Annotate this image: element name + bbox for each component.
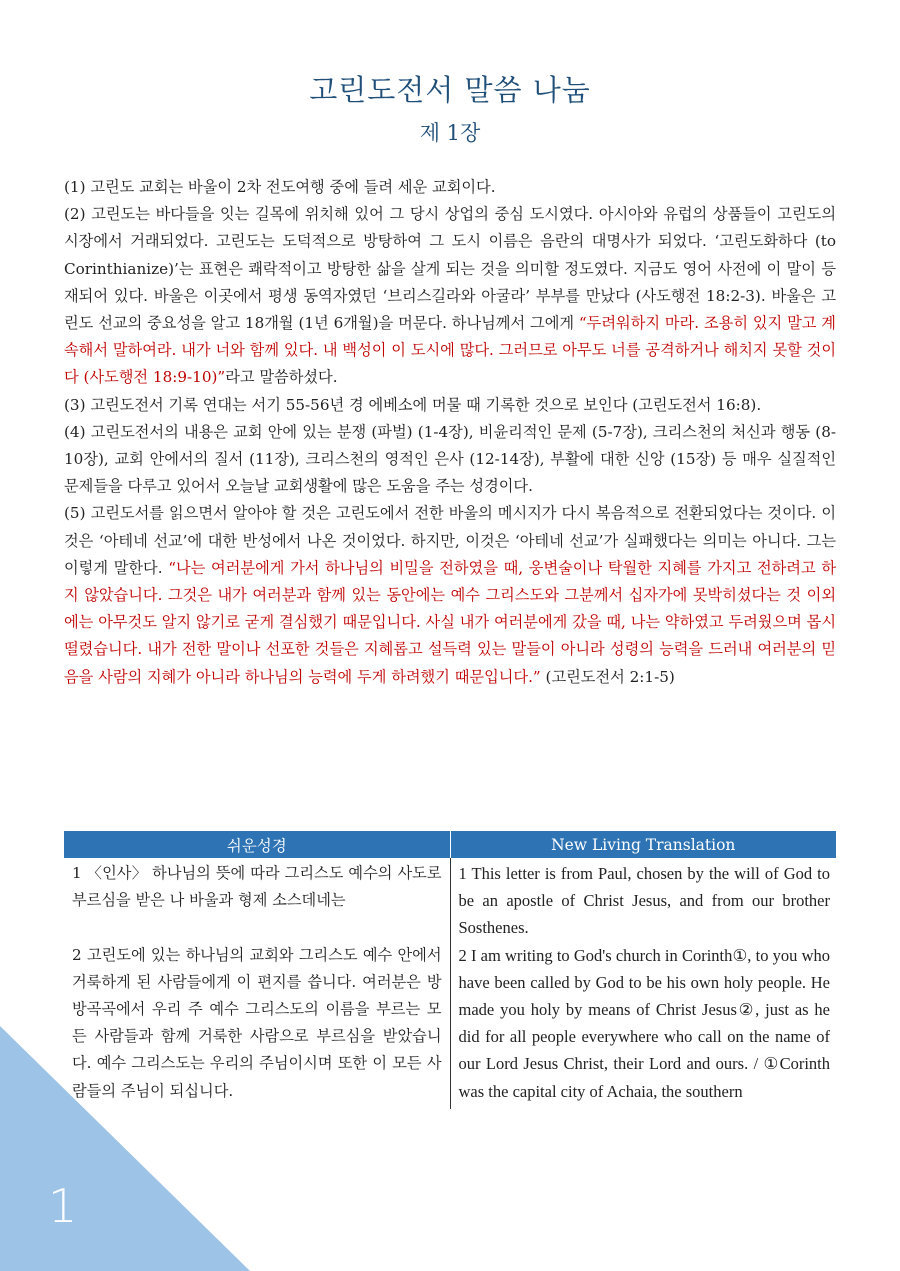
intro-paragraph-1: (1) 고린도 교회는 바울이 2차 전도여행 중에 들려 세운 교회이다.	[64, 178, 496, 196]
verse-comparison-table	[64, 831, 836, 1109]
intro-paragraph-5-end: (고린도전서 2:1-5)	[540, 667, 675, 686]
verse-korean: 1 〈인사〉 하나님의 뜻에 따라 그리스도 예수의 사도로 부르심을 받은 나 바울과 형제 소스데네는	[64, 858, 450, 942]
intro-paragraph-2-end: 라고 말씀하셨다.	[225, 368, 338, 387]
intro-paragraph-2	[64, 201, 836, 391]
intro-paragraph-5	[64, 500, 836, 690]
verse-english: 2 I am writing to God's church in Corinth①, to you who have been called by God to be his own holy people. He made you holy by means of Christ Jesus②, just as he did for all people everywhere who call on the name of our Lord Jesus Christ, their Lord and ours. / ①Corinth was the capital city of Achaia, the southern	[458, 945, 830, 1101]
corinthians-quote: “나는 여러분에게 가서 하나님의 비밀을 전하였을 때, 웅변술이나 탁월한 지혜를 가지고 전하려고 하지 않았습니다. 그것은 내가 여러분과 함께 있는 동안에는 예수 그리스도와 그분께서 십자가에 못박히셨다는 것 이외에는 아무것도 알지 않기로 굳게 결심했기 때문입니다. 사실 내가 여러분에게 갔을 때, 나는 약하였고 두려웠으며 몹시 떨렸습니다. 내가 전한 말이나 선포한 것들은 지혜롭고 설득력 있는 말들이 아니라 성령의 능력을 드러내 여러분의 믿음을 사람의 지혜가 아니라 하나님의 능력에 두게 하려했기 때문입니다.”	[64, 558, 836, 686]
page-number: 1	[48, 1179, 78, 1233]
verse-english: 1 This letter is from Paul, chosen by the will of God to be an apostle of Christ Jesus, and from our brother Sosthenes.	[458, 864, 830, 938]
intro-paragraph-3: (3) 고린도전서 기록 연대는 서기 55-56년 경 에베소에 머물 때 기록한 것으로 보인다 (고린도전서 16:8).	[64, 395, 762, 414]
table-row	[64, 942, 836, 1109]
column-header-korean: 쉬운성경	[64, 831, 450, 858]
verse-korean: 2 고린도에 있는 하나님의 교회와 그리스도 예수 안에서 거룩하게 된 사람들에게 이 편지를 씁니다. 여러분은 방방곡곡에서 우리 주 예수 그리스도의 이름을 부르는 모든 사람들과 함께 거룩한 사람으로 부르심을 받았습니다. 예수 그리스도는 우리의 주님이시며 또한 이 모든 사람들의 주님이 되십니다.	[64, 942, 450, 1109]
chapter-subtitle: 제 1장	[419, 121, 481, 145]
intro-paragraph-2-text: (2) 고린도는 바다들을 잇는 길목에 위치해 있어 그 당시 상업의 중심 도시였다. 아시아와 유럽의 상품들이 고린도의 시장에서 거래되었다. 고린도는 도덕적으로 방탕하여 그 도시 이름은 음란의 대명사가 되었다. ‘고린도화하다 (to Corinthianize)’는 표현은 쾌락적이고 방탕한 삶을 살게 되는 것을 의미할 정도였다. 지금도 영어 사전에 이 말이 등재되어 있다. 바울은 이곳에서 평생 동역자였던 ‘브리스길라와 아굴라’ 부부를 만났다 (사도행전 18:2-3). 바울은 고린도 선교의 중요성을 알고 18개월 (1년 6개월)을 머문다. 하나님께서 그에게	[64, 205, 836, 333]
column-header-english: New Living Translation	[450, 831, 836, 858]
acts-quote: “두려워하지 마라. 조용히 있지 말고 계속해서 말하여라. 내가 너와 함께 있다. 내 백성이 이 도시에 많다. 그러므로 아무도 너를 공격하거나 해치지 못할 것이다 (사도행전 18:9-10)”	[64, 314, 836, 387]
page-title: 고린도전서 말씀 나눔	[309, 73, 591, 107]
table-header-row	[64, 831, 836, 858]
intro-paragraph-5-text: (5) 고린도서를 읽으면서 알아야 할 것은 고린도에서 전한 바울의 메시지가 다시 복음적으로 전환되었다는 것이다. 이것은 ‘아테네 선교’에 대한 반성에서 나온 것이었다. 하지만, 이것은 ‘아테네 선교’가 실패했다는 의미는 아니다. 그는 이렇게 말한다.	[64, 504, 836, 577]
intro-paragraph-4: (4) 고린도전서의 내용은 교회 안에 있는 분쟁 (파벌) (1-4장), 비윤리적인 문제 (5-7장), 크리스천의 처신과 행동 (8-10장), 교회 안에서의 질서 (11장), 크리스천의 영적인 은사 (12-14장), 부활에 대한 신앙 (15장) 등 매우 실질적인 문제들을 다루고 있어서 오늘날 교회생활에 많은 도움을 주는 성경이다.	[64, 422, 836, 496]
intro-section	[64, 174, 836, 691]
table-row	[64, 858, 836, 942]
